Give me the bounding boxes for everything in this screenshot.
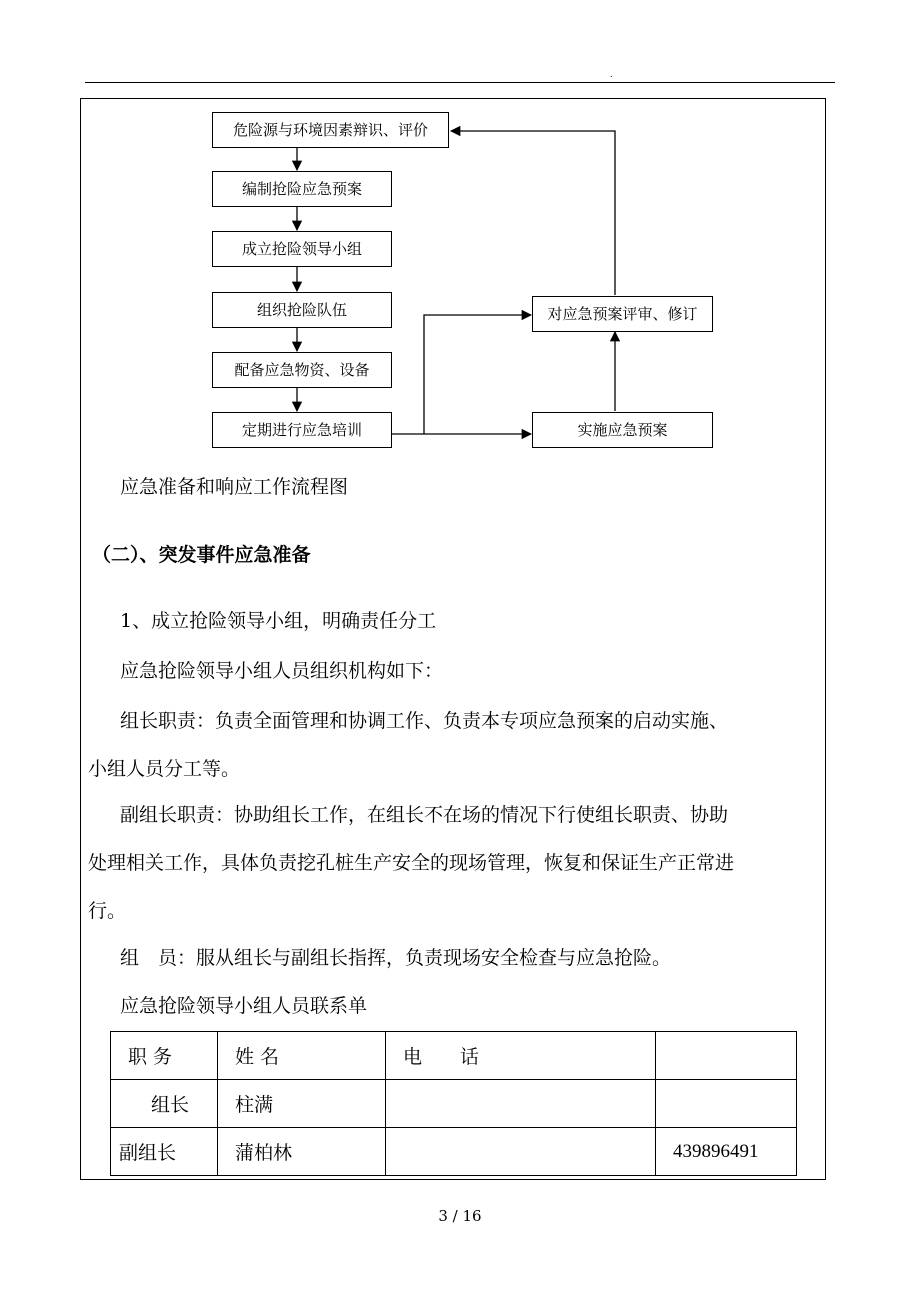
cell-phone: [386, 1080, 656, 1128]
paragraph-deputy-duty-line1: 副组长职责：协助组长工作，在组长不在场的情况下行使组长职责、协助: [120, 804, 729, 826]
arrow-review-hazard: [451, 131, 615, 295]
header-cell-name: 姓 名: [218, 1032, 386, 1080]
flow-step-periodic-training: 定期进行应急培训: [212, 412, 392, 448]
arrow-train-review: [424, 315, 531, 434]
paragraph-leader-duty-line2: 小组人员分工等。: [88, 758, 241, 780]
cell-position: 副组长: [111, 1128, 218, 1176]
paragraph-contact-list-title: 应急抢险领导小组人员联系单: [120, 995, 368, 1017]
header-cell-position: 职 务: [111, 1032, 218, 1080]
header-mark: .: [610, 70, 613, 79]
paragraph-member-duty: 组 员：服从组长与副组长指挥，负责现场安全检查与应急抢险。: [120, 947, 672, 969]
table-header-row: [111, 1032, 797, 1080]
header-cell-phone: 电 话: [386, 1032, 656, 1080]
table-row: [111, 1080, 797, 1128]
flow-step-implement-plan: 实施应急预案: [532, 412, 713, 448]
cell-extra: [656, 1080, 797, 1128]
flow-step-form-leader-group: 成立抢险领导小组: [212, 231, 392, 267]
flow-step-prepare-plan: 编制抢险应急预案: [212, 171, 392, 207]
header-cell-extra: [656, 1032, 797, 1080]
contact-table: [110, 1031, 797, 1176]
paragraph-org-structure: 应急抢险领导小组人员组织机构如下：: [120, 660, 444, 682]
cell-phone: [386, 1128, 656, 1176]
flowchart-caption: 应急准备和响应工作流程图: [120, 476, 349, 498]
cell-name: 柱满: [218, 1080, 386, 1128]
table-row: [111, 1128, 797, 1176]
flowchart-connectors: [0, 0, 920, 470]
section-title: （二）、突发事件应急准备: [92, 544, 311, 566]
paragraph-deputy-duty-line3: 行。: [88, 900, 127, 922]
paragraph-leader-duty-line1: 组长职责：负责全面管理和协调工作、负责本专项应急预案的启动实施、: [120, 710, 729, 732]
flow-step-hazard-identification: 危险源与环境因素辩识、评价: [212, 112, 449, 148]
cell-extra: 439896491: [656, 1128, 797, 1176]
page-number: 3 / 16: [438, 1207, 482, 1225]
cell-position: 组长: [111, 1080, 218, 1128]
flow-step-review-revise: 对应急预案评审、修订: [532, 296, 713, 332]
paragraph-form-group: 1、成立抢险领导小组，明确责任分工: [120, 610, 437, 632]
cell-name: 蒲柏林: [218, 1128, 386, 1176]
paragraph-deputy-duty-line2: 处理相关工作，具体负责挖孔桩生产安全的现场管理，恢复和保证生产正常进: [88, 852, 735, 874]
flow-step-equip-materials: 配备应急物资、设备: [212, 352, 392, 388]
flow-step-organize-team: 组织抢险队伍: [212, 292, 392, 328]
